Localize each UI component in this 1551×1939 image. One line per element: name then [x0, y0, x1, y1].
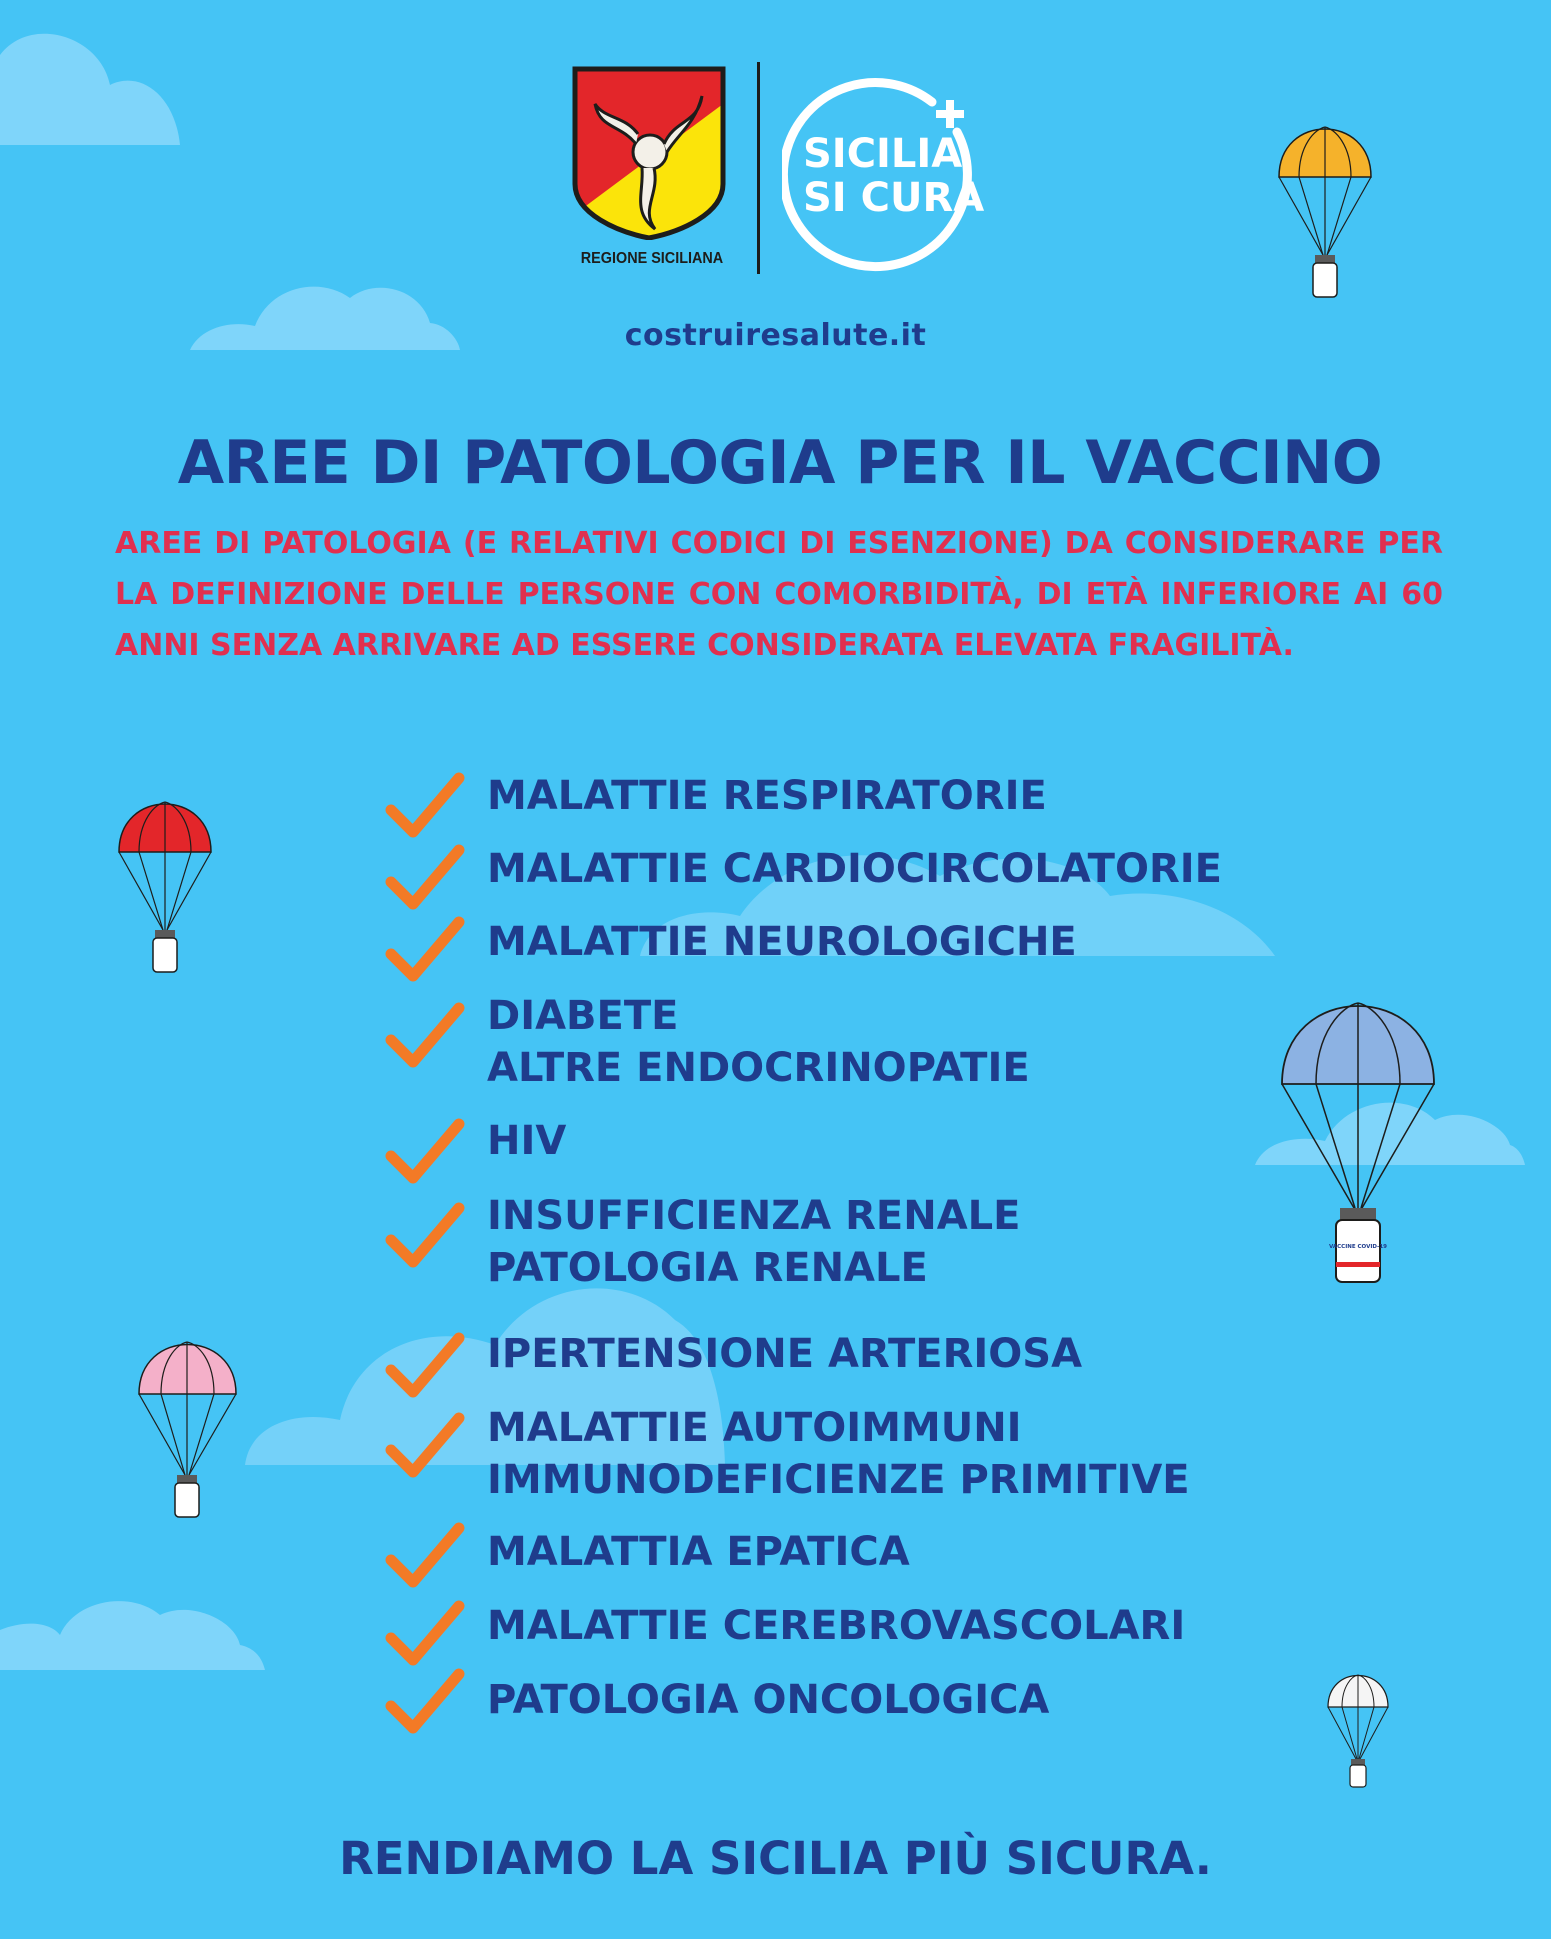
- list-item: MALATTIE AUTOIMMUNI IMMUNODEFICIENZE PRIMITIVE: [487, 1405, 1190, 1503]
- website-link[interactable]: costruiresalute.it: [624, 318, 927, 353]
- list-item: MALATTIA EPATICA: [487, 1529, 910, 1575]
- check-icon: [385, 914, 465, 988]
- check-icon: [385, 770, 465, 844]
- cloud-icon: [0, 1590, 265, 1670]
- footer-slogan: RENDIAMO LA SICILIA PIÙ SICURA.: [339, 1832, 1212, 1885]
- parachute-vaccine-icon: [115, 800, 215, 975]
- list-item: PATOLOGIA ONCOLOGICA: [487, 1677, 1050, 1723]
- cloud-icon: [0, 15, 190, 145]
- list-item: INSUFFICIENZA RENALE PATOLOGIA RENALE: [487, 1193, 1021, 1291]
- check-icon: [385, 1598, 465, 1672]
- list-item: MALATTIE CARDIOCIRCOLATORIE: [487, 846, 1222, 892]
- check-icon: [385, 1000, 465, 1074]
- brand-line1: SICILIA: [803, 131, 963, 177]
- list-item: HIV: [487, 1118, 567, 1164]
- list-item: MALATTIE CEREBROVASCOLARI: [487, 1603, 1186, 1649]
- check-icon: [385, 1520, 465, 1594]
- parachute-vaccine-icon: [1278, 1000, 1438, 1285]
- check-icon: [385, 1200, 465, 1274]
- list-item: MALATTIE NEUROLOGICHE: [487, 919, 1077, 965]
- brand-line2: SI CURA: [803, 175, 985, 221]
- parachute-vaccine-icon: [1275, 125, 1375, 300]
- region-label: REGIONE SICILIANA: [580, 250, 724, 267]
- check-icon: [385, 1116, 465, 1190]
- list-item: IPERTENSIONE ARTERIOSA: [487, 1331, 1083, 1377]
- page-subtitle: AREE DI PATOLOGIA (E RELATIVI CODICI DI ESENZIONE) DA CONSIDERARE PER LA DEFINIZIONE DELLE PERSONE CON COMORBIDITÀ, DI ETÀ INFERIORE AI 60 ANNI SENZA ARRIVARE AD ESSERE CONSIDERATA ELEVATA FRAGILITÀ.: [115, 526, 1443, 663]
- trinacria-coat-of-arms-icon: [570, 64, 728, 240]
- check-icon: [385, 1330, 465, 1404]
- check-icon: [385, 1410, 465, 1484]
- logo-divider: [757, 62, 760, 274]
- parachute-vaccine-icon: [135, 1340, 240, 1520]
- check-icon: [385, 1666, 465, 1740]
- vial-label: VACCINE COVID-19: [1328, 1244, 1388, 1250]
- list-item: MALATTIE RESPIRATORIE: [487, 773, 1047, 819]
- header-logos: [570, 62, 990, 282]
- check-icon: [385, 842, 465, 916]
- list-item: DIABETE ALTRE ENDOCRINOPATIE: [487, 993, 1030, 1091]
- parachute-vaccine-icon: [1325, 1673, 1391, 1788]
- page-title: AREE DI PATOLOGIA PER IL VACCINO: [177, 428, 1383, 498]
